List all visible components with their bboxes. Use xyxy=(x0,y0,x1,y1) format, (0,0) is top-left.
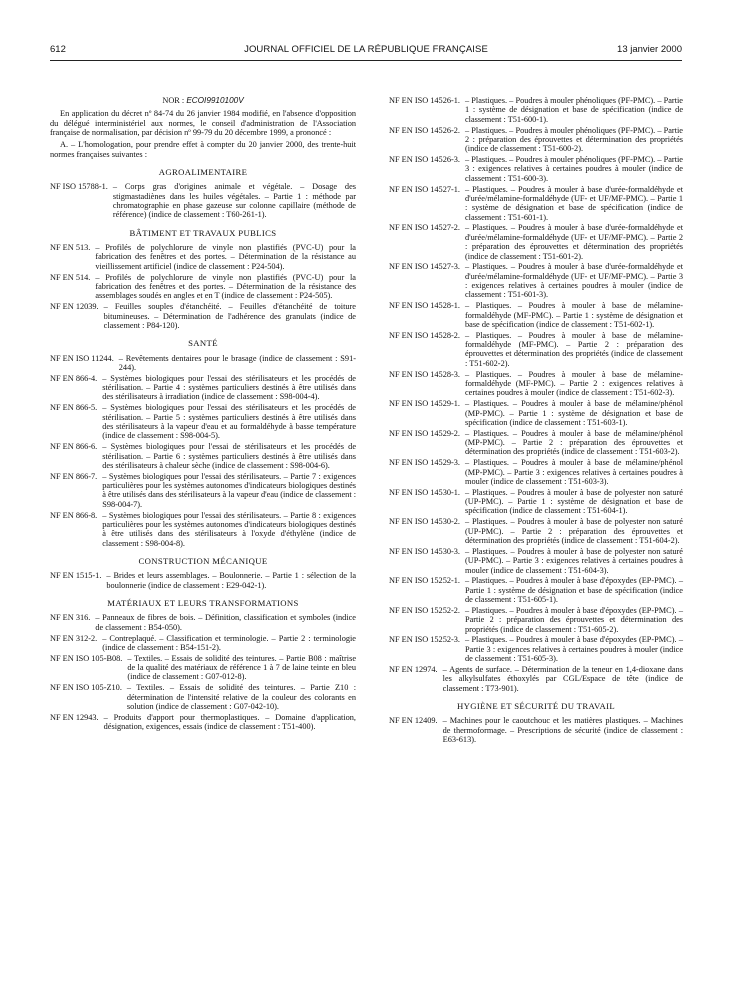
standard-entry xyxy=(389,576,683,604)
standard-reference: NF EN ISO 14527-1. xyxy=(389,184,460,194)
standard-entry xyxy=(389,301,683,329)
standard-reference: NF EN ISO 11244. xyxy=(50,353,114,363)
standard-entry xyxy=(50,571,356,590)
standard-entry xyxy=(50,182,356,219)
standard-entry xyxy=(389,458,683,486)
header-rule xyxy=(50,60,682,61)
standard-description: – Corps gras d'origines animale et végétale. – Dosage des stigmastadiènes dans les huiles végétales. – Partie 1 : méthode par chromatographie en phase gazeuse sur colonne capillaire (méthode de référence) (indice de classement : T60-261-1). xyxy=(112,182,356,220)
standard-entry xyxy=(50,683,356,711)
standard-entry xyxy=(389,155,683,183)
standard-reference: NF ISO 15788-1. xyxy=(50,182,108,192)
standard-description: – Systèmes biologiques pour l'essai des stérilisateurs. – Partie 8 : exigences particulières pour les systèmes autonomes d'indicateurs biologiques destinés à être utilisés dans des stérilisateurs à l'oxyde d'éthylène (indice de classement : S98-004-8). xyxy=(102,510,356,548)
homologation-paragraph: A. – L'homologation, pour prendre effet à compter du 20 janvier 2000, des trente-huit normes françaises suivantes : xyxy=(50,140,356,159)
standard-entry xyxy=(389,96,683,124)
standard-reference: NF EN 514. xyxy=(50,272,91,282)
right-sections xyxy=(389,702,683,744)
standard-reference: NF EN 866-5. xyxy=(50,403,98,413)
intro-paragraph: En application du décret nº 84-74 du 26 janvier 1984 modifié, en l'absence d'opposition du délégué interministériel aux normes, le conseil d'administration de l'Association française de normalisation, par décision nº 99-79 du 20 décembre 1999, a prononcé : xyxy=(50,109,356,138)
standard-entry xyxy=(50,472,356,509)
section-heading: SANTÉ xyxy=(188,338,218,349)
left-column xyxy=(50,96,356,733)
standard-description: – Systèmes biologiques pour l'essai des stérilisateurs et les procédés de stérilisation. – Partie 4 : systèmes particuliers destinés à être utilisés dans des stérilisateurs à irradiation (indice de classement : S98-004-4). xyxy=(102,373,356,402)
standard-reference: NF EN ISO 14528-2. xyxy=(389,330,460,340)
standard-description: – Plastiques. – Poudres à mouler à base de polyester non saturé (UP-PMC). – Partie 2 : préparation des éprouvettes et détermination des propriétés (indice de classement : T51-604-2). xyxy=(465,517,683,545)
journal-title: JOURNAL OFFICIEL DE LA RÉPUBLIQUE FRANÇAISE xyxy=(244,44,488,55)
standard-description: – Plastiques. – Poudres à mouler à base d'époxydes (EP-PMC). – Partie 3 : exigences relatives à certaines poudres à mouler (indice de classement : T51-605-3). xyxy=(465,635,683,664)
standard-entry xyxy=(389,606,683,634)
standard-reference: NF EN 12943. xyxy=(50,712,99,722)
standard-description: – Revêtements dentaires pour le brasage (indice de classement : S91-244). xyxy=(118,353,356,372)
standard-entry xyxy=(389,716,683,744)
standard-description: – Textiles. – Essais de solidité des teintures. – Partie B08 : maîtrise de la qualité des matériaux de référence 1 à 7 de laine teinte en bleu (indice de classement : G07-012-8). xyxy=(127,653,356,682)
standard-reference: NF EN ISO 105-Z10. xyxy=(50,683,122,693)
standard-entry xyxy=(389,635,683,663)
standard-reference: NF EN 866-4. xyxy=(50,373,98,383)
right-entries xyxy=(389,96,683,693)
standard-description: – Plastiques. – Poudres à mouler à base d'urée-formaldéhyde et d'urée/mélamine-formaldéhyde (UF- et UF/MF-PMC). – Partie 2 : préparation des éprouvettes et détermination des propriétés (indice de classement : T51-601-2). xyxy=(465,223,683,261)
standard-description: – Feuilles souples d'étanchéité. – Feuilles d'étanchéité de toiture bitumineuses. – Détermination de l'adhérence des granulats (indice de classement : P84-120). xyxy=(103,302,356,330)
standard-reference: NF EN ISO 14526-3. xyxy=(389,155,460,165)
standard-reference: NF EN 866-8. xyxy=(50,510,98,520)
standard-description: – Plastiques. – Poudres à mouler phénoliques (PF-PMC). – Partie 2 : préparation des éprouvettes et détermination des propriétés (indice de classement : T51-600-2). xyxy=(465,125,683,154)
standard-entry xyxy=(389,126,683,154)
standard-entry xyxy=(389,223,683,260)
right-column xyxy=(389,96,683,746)
standard-description: – Plastiques. – Poudres à mouler à base de mélamine/phénol (MP-PMC). – Partie 1 : système de désignation et base de spécification (indice de classement : T51-603-1). xyxy=(465,399,683,427)
standard-description: – Plastiques. – Poudres à mouler à base de mélamine/phénol (MP-PMC). – Partie 2 : préparation des éprouvettes et détermination des propriétés (indice de classement : T51-603-2). xyxy=(465,428,683,457)
standard-reference: NF EN ISO 14530-3. xyxy=(389,546,460,556)
standard-description: – Brides et leurs assemblages. – Boulonnerie. – Partie 1 : sélection de la boulonnerie (indice de classement : E29-042-1). xyxy=(106,571,356,590)
standard-entry xyxy=(50,302,356,330)
standard-description: – Systèmes biologiques pour l'essai de stérilisateurs et les procédés de stérilisation. – Partie 6 : systèmes particuliers destinés à être utilisés dans des stérilisateurs à chaleur sèche (indice de classement : S98-004-6). xyxy=(102,442,356,470)
standard-entry xyxy=(50,273,356,301)
standard-reference: NF EN ISO 14529-3. xyxy=(389,458,460,468)
standard-description: – Systèmes biologiques pour l'essai des stérilisateurs. – Partie 7 : exigences particulières pour les systèmes autonomes d'indicateurs biologiques destinés à être utilisés dans des stérilisateurs à la vapeur d'eau (indice de classement : S98-004-7). xyxy=(102,471,357,509)
page-number: 612 xyxy=(50,44,66,55)
standard-description: – Plastiques. – Poudres à mouler à base d'urée-formaldéhyde et d'urée/mélamine-formaldéhyde (UF- et UF/MF-PMC). – Partie 1 : système de désignation et base de spécification (indice de classement : T51-601-1). xyxy=(465,184,683,222)
standard-entry xyxy=(50,613,356,632)
standard-entry xyxy=(50,442,356,470)
nor-code: ECOI9910100V xyxy=(186,96,244,105)
standard-reference: NF EN 12039. xyxy=(50,302,99,312)
standard-entry xyxy=(50,634,356,653)
standard-reference: NF EN ISO 15252-3. xyxy=(389,635,460,645)
standard-description: – Panneaux de fibres de bois. – Définition, classification et symboles (indice de classement : B54-050). xyxy=(95,613,356,632)
standard-entry xyxy=(389,488,683,516)
standard-description: – Plastiques. – Poudres à mouler à base de mélamine-formaldéhyde (MF-PMC). – Partie 1 : système de désignation et base de spécification (indice de classement : T51-602-1). xyxy=(465,301,683,329)
nor-prefix: NOR : xyxy=(162,96,187,105)
section-heading: AGROALIMENTAIRE xyxy=(158,167,248,178)
standard-description: – Agents de surface. – Détermination de la teneur en 1,4-dioxane dans les alkylsulfates éthoxylés par CGL/Espace de tête (indice de classement : T73-901). xyxy=(442,664,683,693)
standard-entry xyxy=(50,511,356,548)
standard-reference: NF EN ISO 14527-3. xyxy=(389,262,460,272)
standard-reference: NF EN ISO 14528-1. xyxy=(389,301,460,311)
standard-description: – Machines pour le caoutchouc et les matières plastiques. – Machines de thermoformage. – Prescriptions de sécurité (indice de classement : E63-613). xyxy=(442,716,683,744)
standard-entry xyxy=(389,262,683,299)
standard-entry xyxy=(50,374,356,402)
standard-entry xyxy=(389,429,683,457)
standard-reference: NF EN 12409. xyxy=(389,716,438,726)
standard-entry xyxy=(389,331,683,368)
standard-entry xyxy=(50,354,356,373)
standard-entry xyxy=(50,403,356,440)
standard-entry xyxy=(389,547,683,575)
standard-description: – Profilés de polychlorure de vinyle non plastifiés (PVC-U) pour la fabrication des fenêtres et des portes. – Détermination de la résistance au vieillissement artificiel (indice de classement : P24-504). xyxy=(95,243,356,271)
section-heading: MATÉRIAUX ET LEURS TRANSFORMATIONS xyxy=(107,597,299,608)
standard-description: – Textiles. – Essais de solidité des teintures. – Partie Z10 : détermination de l'intensité relative de la couleur des colorants en solution (indice de classement : G07-042-10). xyxy=(126,683,356,711)
standard-description: – Profilés de polychlorure de vinyle non plastifiés (PVC-U) pour la fabrication des fenêtres et des portes. – Détermination de la résistance des assemblages soudés en angles et en T (indice de classement : P24-505). xyxy=(95,272,356,301)
standard-entry xyxy=(389,517,683,545)
standard-description: – Plastiques. – Poudres à mouler à base de mélamine-formaldéhyde (MF-PMC). – Partie 2 : exigences relatives à certaines poudres à mouler (indice de classement : T51-602-3). xyxy=(465,369,683,398)
standard-description: – Plastiques. – Poudres à mouler phénoliques (PF-PMC). – Partie 3 : exigences relatives à certaines poudres à mouler (indice de classement : T51-600-3). xyxy=(465,155,683,183)
section-heading: BÂTIMENT ET TRAVAUX PUBLICS xyxy=(129,227,277,238)
standard-reference: NF EN ISO 14526-2. xyxy=(389,125,460,135)
standard-reference: NF EN 866-7. xyxy=(50,471,98,481)
standard-reference: NF EN ISO 14528-3. xyxy=(389,369,460,379)
standard-description: – Plastiques. – Poudres à mouler à base de mélamine-formaldéhyde (MF-PMC). – Partie 2 : préparation des éprouvettes et détermination des propriétés (indice de classement : T51-602-2). xyxy=(465,330,683,368)
standard-reference: NF EN 312-2. xyxy=(50,633,98,643)
standard-entry xyxy=(50,654,356,682)
standard-reference: NF EN 1515-1. xyxy=(50,571,102,581)
standard-description: – Plastiques. – Poudres à mouler à base d'époxydes (EP-PMC). – Partie 1 : système de désignation et base de spécification (indice de classement : T51-605-1). xyxy=(465,576,683,605)
standard-description: – Plastiques. – Poudres à mouler à base de mélamine/phénol (MP-PMC). – Partie 3 : exigences relatives à certaines poudres à mouler (indice de classement : T51-603-3). xyxy=(465,458,683,486)
standard-reference: NF EN ISO 14530-1. xyxy=(389,487,460,497)
standard-description: – Plastiques. – Poudres à mouler à base d'époxydes (EP-PMC). – Partie 2 : préparation des éprouvettes et détermination des propriétés (indice de classement : T51-605-2). xyxy=(465,605,683,634)
standard-reference: NF EN 12974. xyxy=(389,664,438,674)
standard-entry xyxy=(389,399,683,427)
standard-reference: NF EN ISO 14529-1. xyxy=(389,399,460,409)
standard-entry xyxy=(389,665,683,693)
standard-description: – Contreplaqué. – Classification et terminologie. – Partie 2 : terminologie (indice de classement : B54-151-2). xyxy=(102,633,356,652)
standard-reference: NF EN ISO 14526-1. xyxy=(389,96,460,105)
standard-description: – Systèmes biologiques pour l'essai des stérilisateurs et les procédés de stérilisation. – Partie 5 : systèmes particuliers destinés à être utilisés dans des stérilisateurs à la vapeur d'eau et au formaldéhyde à basse température (indice de classement : S98-004-5). xyxy=(102,403,356,441)
standard-description: – Produits d'apport pour thermoplastiques. – Domaine d'application, désignation, exigences, essais (indice de classement : T51-400). xyxy=(103,712,356,732)
section-heading: CONSTRUCTION MÉCANIQUE xyxy=(138,555,268,566)
standard-reference: NF EN ISO 105-B08. xyxy=(50,653,123,663)
issue-date: 13 janvier 2000 xyxy=(617,44,682,55)
nor-reference xyxy=(50,96,356,105)
page-header xyxy=(50,44,682,60)
left-sections xyxy=(50,168,356,731)
standard-entry xyxy=(389,185,683,222)
standard-description: – Plastiques. – Poudres à mouler à base de polyester non saturé (UP-PMC). – Partie 3 : exigences relatives à certaines poudres à mouler (indice de classement : T51-604-3). xyxy=(465,546,683,575)
standard-reference: NF EN ISO 14527-2. xyxy=(389,223,460,233)
standard-description: – Plastiques. – Poudres à mouler à base d'urée-formaldéhyde et d'urée/mélamine-formaldéhyde (UF- et UF/MF-PMC). – Partie 3 : exigences relatives à certaines poudres à mouler (indice de classement : T51-601-3). xyxy=(465,262,683,300)
standard-reference: NF EN ISO 14530-2. xyxy=(389,517,460,527)
standard-entry xyxy=(50,243,356,271)
standard-entry xyxy=(50,713,356,732)
standard-reference: NF EN 513. xyxy=(50,243,91,253)
standard-reference: NF EN ISO 14529-2. xyxy=(389,428,460,438)
standard-entry xyxy=(389,370,683,398)
standard-description: – Plastiques. – Poudres à mouler phénoliques (PF-PMC). – Partie 1 : système de désignation et base de spécification (indice de classement : T51-600-1). xyxy=(465,96,683,124)
standard-reference: NF EN 316. xyxy=(50,613,91,623)
section-heading: HYGIÈNE ET SÉCURITÉ DU TRAVAIL xyxy=(456,700,616,711)
standard-reference: NF EN ISO 15252-1. xyxy=(389,576,460,586)
standard-description: – Plastiques. – Poudres à mouler à base de polyester non saturé (UP-PMC). – Partie 1 : système de désignation et base de spécification (indice de classement : T51-604-1). xyxy=(465,487,683,516)
standard-reference: NF EN ISO 15252-2. xyxy=(389,605,460,615)
standard-reference: NF EN 866-6. xyxy=(50,442,98,452)
